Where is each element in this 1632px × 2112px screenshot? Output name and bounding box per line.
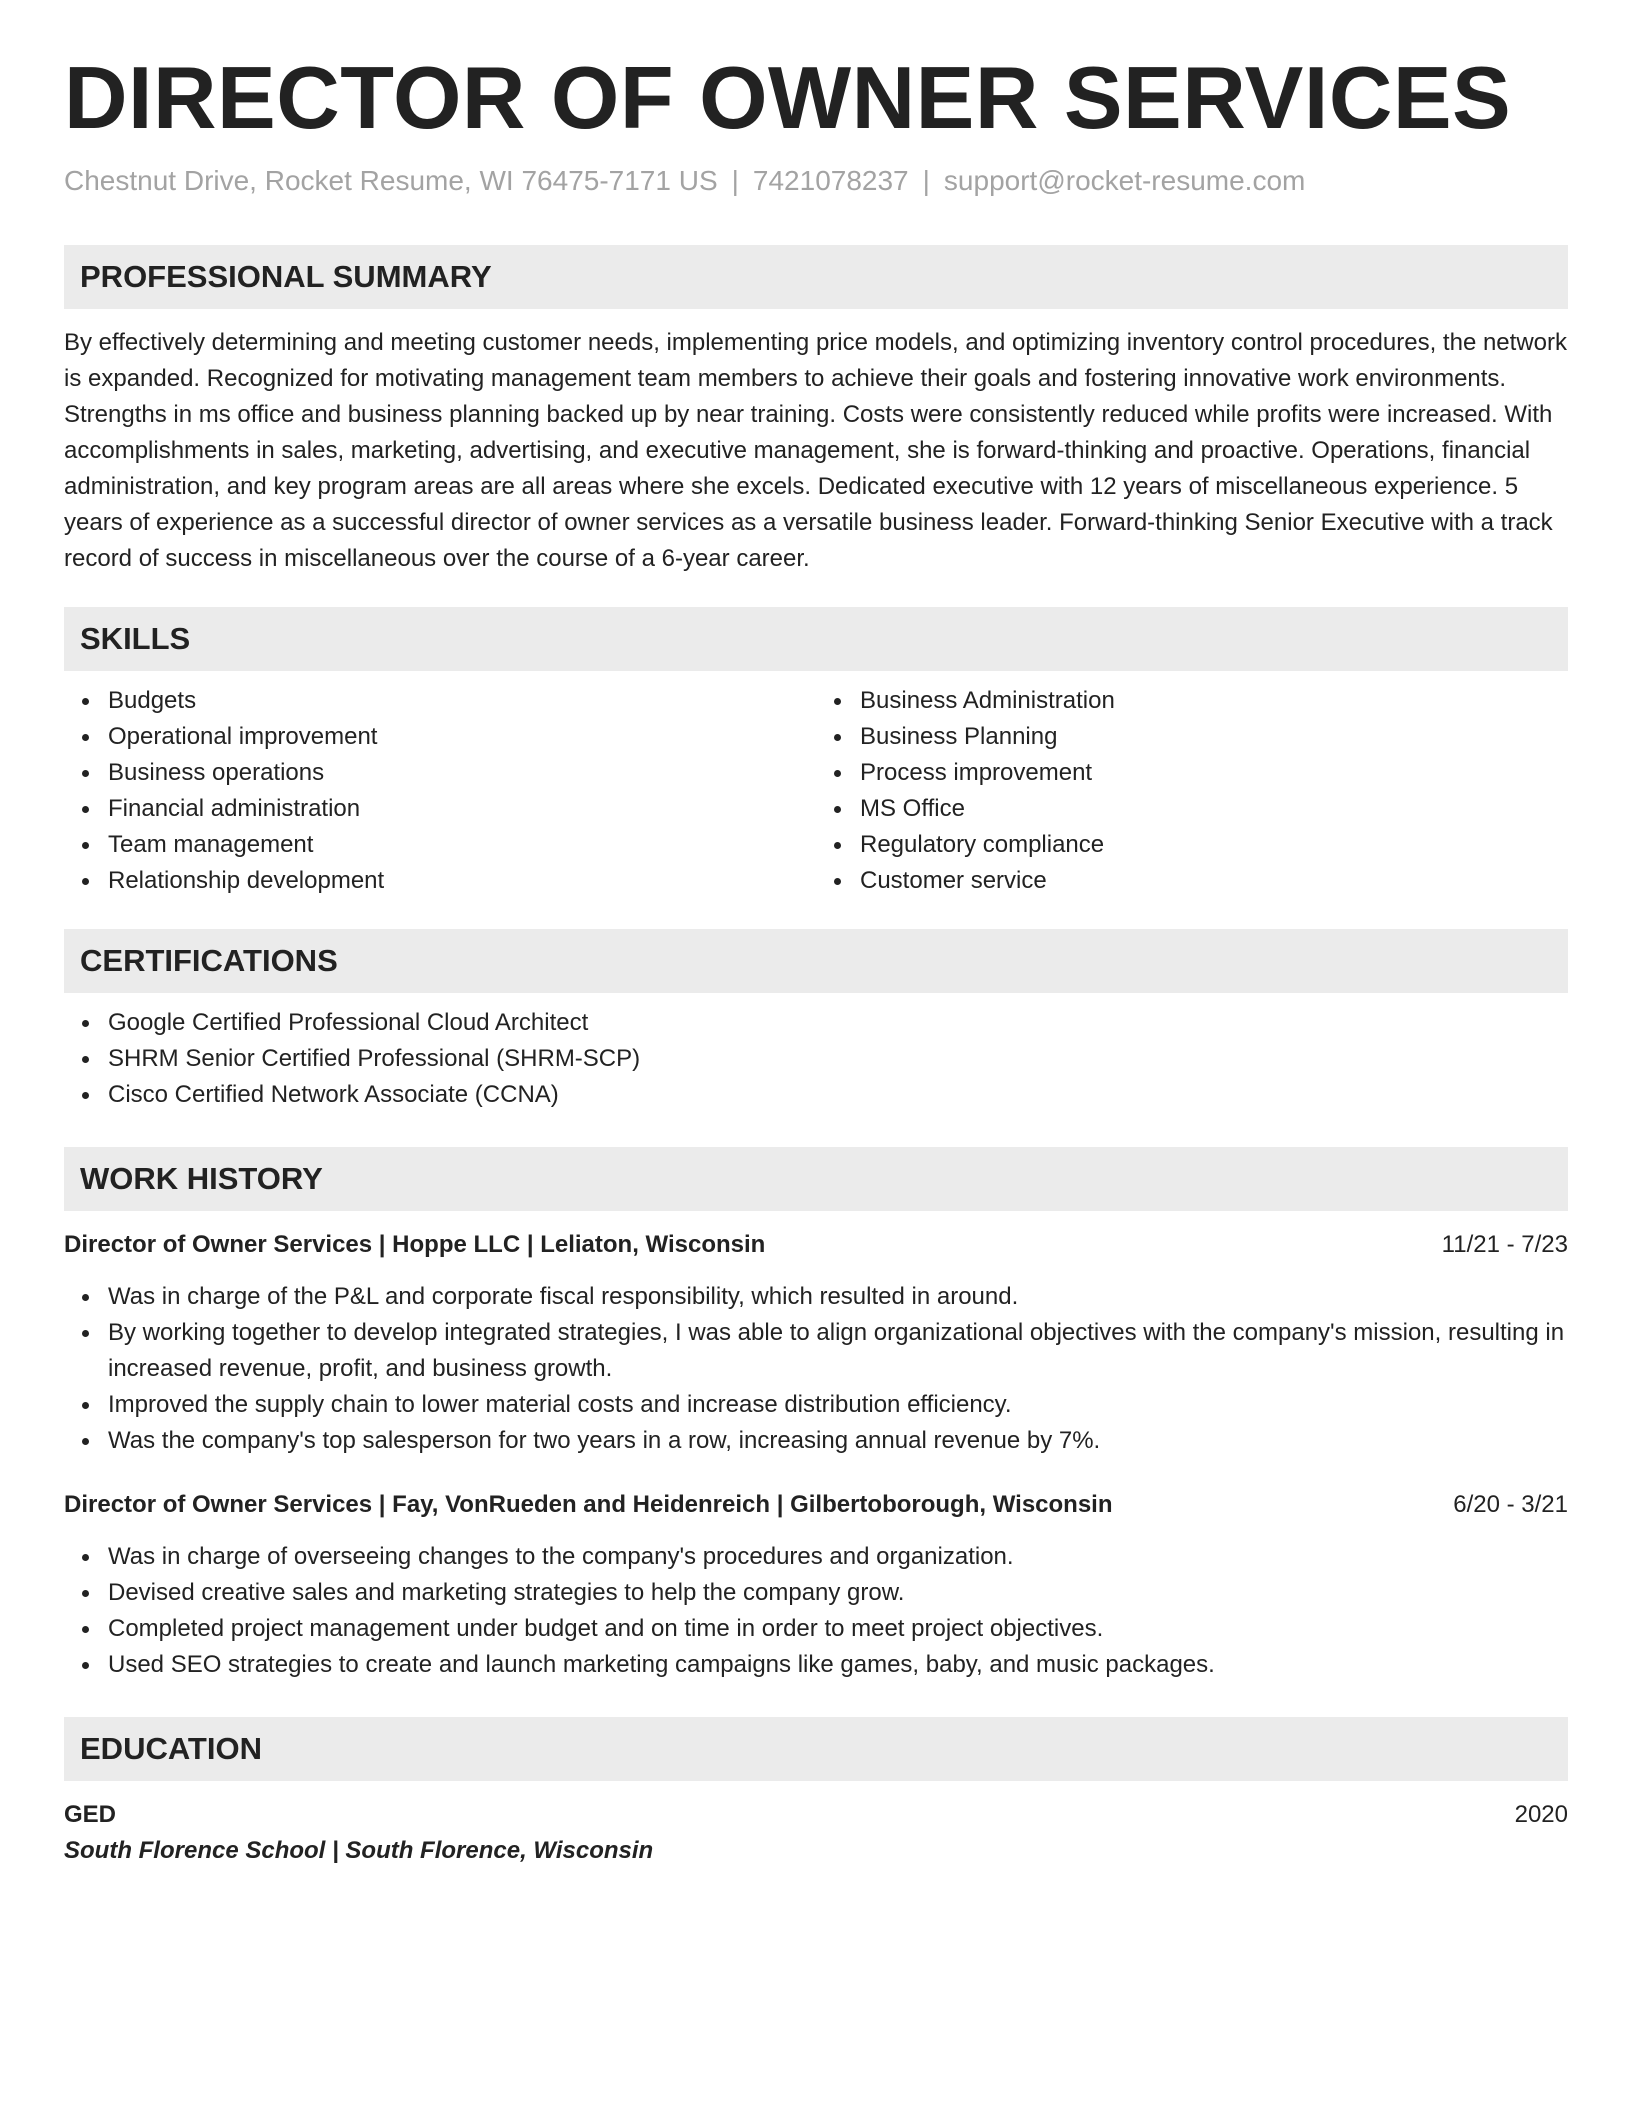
contact-phone: 7421078237 xyxy=(752,164,909,196)
skill-item: Business Administration xyxy=(860,683,1568,719)
skills-list-right xyxy=(816,683,1568,899)
job-bullet: Was the company's top salesperson for two years in a row, increasing annual revenue by 7%. xyxy=(108,1423,1568,1459)
job-header xyxy=(64,1487,1568,1523)
resume-name: DIRECTOR OF OWNER SERVICES xyxy=(64,48,1512,147)
skill-item: Customer service xyxy=(860,863,1568,899)
skill-item: Business operations xyxy=(108,755,816,791)
job-bullet: Was in charge of overseeing changes to the company's procedures and organization. xyxy=(108,1539,1568,1575)
job-dates: 11/21 - 7/23 xyxy=(1441,1231,1568,1259)
job-heading: Director of Owner Services | Hoppe LLC | Leliaton, Wisconsin xyxy=(64,1231,766,1259)
section-header-education: EDUCATION xyxy=(64,1717,1568,1781)
skill-item: Budgets xyxy=(108,683,816,719)
certification-item: Google Certified Professional Cloud Architect xyxy=(108,1005,1568,1041)
skill-item: MS Office xyxy=(860,791,1568,827)
education-school: South Florence School | South Florence, Wisconsin xyxy=(64,1837,654,1865)
section-header-work-history: WORK HISTORY xyxy=(64,1147,1568,1211)
job-heading: Director of Owner Services | Fay, VonRueden and Heidenreich | Gilbertoborough, Wisconsin xyxy=(64,1491,1113,1519)
job-bullet: Used SEO strategies to create and launch marketing campaigns like games, baby, and music packages. xyxy=(108,1647,1568,1683)
contact-line xyxy=(64,163,1568,199)
job-bullets xyxy=(64,1279,1568,1459)
job-header xyxy=(64,1227,1568,1263)
certification-item: SHRM Senior Certified Professional (SHRM-SCP) xyxy=(108,1041,1568,1077)
job-bullet: Devised creative sales and marketing strategies to help the company grow. xyxy=(108,1575,1568,1611)
job-bullet: Completed project management under budget and on time in order to meet project objectives. xyxy=(108,1611,1568,1647)
section-header-summary: PROFESSIONAL SUMMARY xyxy=(64,245,1568,309)
job-bullet: Was in charge of the P&L and corporate fiscal responsibility, which resulted in around. xyxy=(108,1279,1568,1315)
job-bullet: By working together to develop integrated strategies, I was able to align organizational objectives with the company's mission, resulting in increased revenue, profit, and business growth. xyxy=(108,1315,1568,1387)
skill-item: Business Planning xyxy=(860,719,1568,755)
section-header-certifications: CERTIFICATIONS xyxy=(64,929,1568,993)
job-dates: 6/20 - 3/21 xyxy=(1453,1491,1568,1519)
contact-separator: | xyxy=(922,164,930,196)
skills-list-left xyxy=(64,683,816,899)
certification-item: Cisco Certified Network Associate (CCNA) xyxy=(108,1077,1568,1113)
skill-item: Operational improvement xyxy=(108,719,816,755)
skill-item: Relationship development xyxy=(108,863,816,899)
contact-email: support@rocket-resume.com xyxy=(943,164,1306,196)
education-header xyxy=(64,1797,1568,1833)
education-degree: GED xyxy=(64,1801,117,1829)
skill-item: Regulatory compliance xyxy=(860,827,1568,863)
skill-item: Process improvement xyxy=(860,755,1568,791)
education-year: 2020 xyxy=(1514,1801,1568,1829)
skills-grid xyxy=(64,683,1568,899)
job-entry xyxy=(64,1487,1568,1683)
contact-address: Chestnut Drive, Rocket Resume, WI 76475-7171 US xyxy=(64,164,718,196)
section-header-skills: SKILLS xyxy=(64,607,1568,671)
contact-separator: | xyxy=(731,164,739,196)
certifications-list xyxy=(64,1005,1568,1113)
job-entry xyxy=(64,1227,1568,1459)
job-bullets xyxy=(64,1539,1568,1683)
skill-item: Financial administration xyxy=(108,791,816,827)
skill-item: Team management xyxy=(108,827,816,863)
job-bullet: Improved the supply chain to lower material costs and increase distribution efficiency. xyxy=(108,1387,1568,1423)
summary-text: By effectively determining and meeting customer needs, implementing price models, and optimizing inventory control procedures, the network is expanded. Recognized for motivating management team members to achieve their goals and fostering innovative work environments. Strengths in ms office and business planning backed up by near training. Costs were consistently reduced while profits were increased. With accomplishments in sales, marketing, advertising, and executive management, she is forward-thinking and proactive. Operations, financial administration, and key program areas are all areas where she excels. Dedicated executive with 12 years of miscellaneous experience. 5 years of experience as a successful director of owner services as a versatile business leader. Forward-thinking Senior Executive with a track record of success in miscellaneous over the course of a 6-year career. xyxy=(64,329,1567,573)
